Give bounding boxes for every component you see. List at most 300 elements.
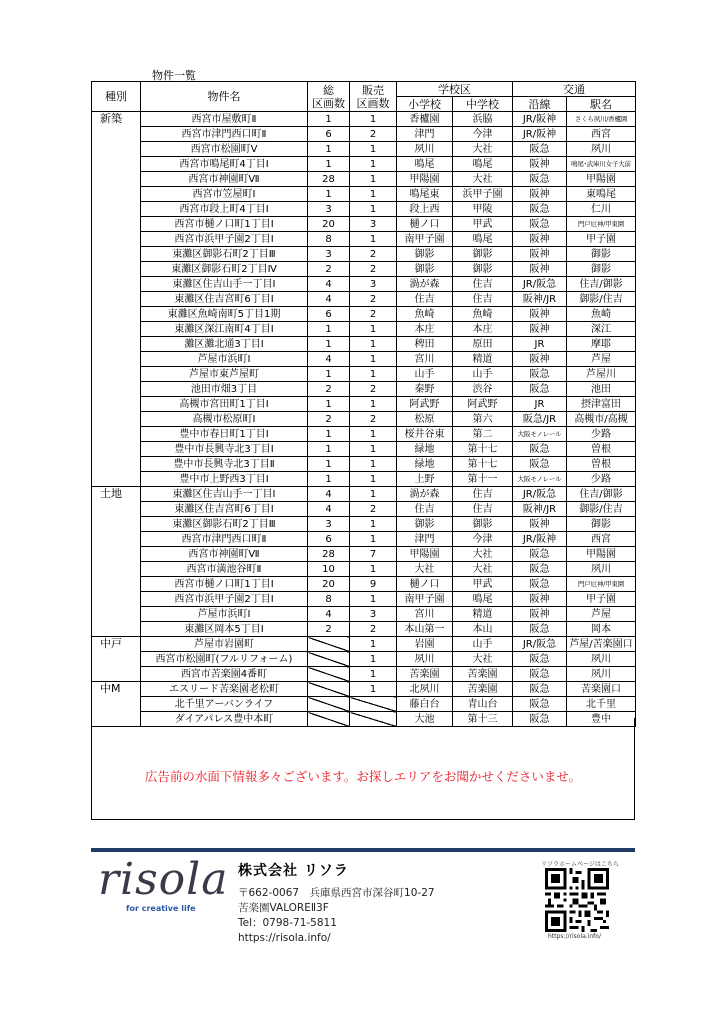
- railway-line-cell: JR: [513, 397, 567, 412]
- table-row: [92, 457, 636, 472]
- station-cell: 甲陽園: [567, 547, 636, 562]
- station-cell: 夙川: [567, 562, 636, 577]
- junior-high-school-cell: 第十三: [453, 712, 513, 727]
- property-name-cell: 西宮市段上町4丁目Ⅰ: [141, 202, 308, 217]
- table-row: [92, 472, 636, 487]
- junior-high-school-cell: 第十七: [453, 442, 513, 457]
- document-title: 物件一覧: [152, 69, 196, 82]
- property-name-cell: 西宮市津門西口町Ⅱ: [141, 127, 308, 142]
- junior-high-school-cell: 御影: [453, 262, 513, 277]
- footer-divider: [91, 848, 635, 852]
- total-lots-cell: 1: [308, 367, 350, 382]
- total-lots-cell: 28: [308, 172, 350, 187]
- total-lots-cell: 6: [308, 532, 350, 547]
- railway-line-cell: 阪急: [513, 562, 567, 577]
- junior-high-school-cell: 大社: [453, 547, 513, 562]
- property-name-cell: 西宮市満池谷町Ⅱ: [141, 562, 308, 577]
- total-lots-cell: 28: [308, 547, 350, 562]
- junior-high-school-cell: 第二: [453, 427, 513, 442]
- sales-lots-cell: 2: [350, 412, 397, 427]
- elementary-school-cell: 緑地: [397, 442, 453, 457]
- elementary-school-cell: 御影: [397, 517, 453, 532]
- sales-lots-cell: 1: [350, 517, 397, 532]
- property-name-cell: 池田市畑3丁目: [141, 382, 308, 397]
- header-junior-high: 中学校: [453, 97, 513, 112]
- railway-line-cell: JR/阪急: [513, 487, 567, 502]
- elementary-school-cell: 樋ノ口: [397, 217, 453, 232]
- table-row: [92, 247, 636, 262]
- elementary-school-cell: 大池: [397, 712, 453, 727]
- junior-high-school-cell: 住吉: [453, 487, 513, 502]
- junior-high-school-cell: 浜脇: [453, 112, 513, 127]
- table-row: [92, 517, 636, 532]
- railway-line-cell: 阪神: [513, 157, 567, 172]
- property-name-cell: 西宮市苦楽園4番町: [141, 667, 308, 682]
- junior-high-school-cell: 御影: [453, 247, 513, 262]
- station-cell: 住吉/御影: [567, 487, 636, 502]
- table-row: [92, 412, 636, 427]
- station-cell: 鳴尾･武庫川女子大前: [567, 157, 636, 172]
- junior-high-school-cell: 精道: [453, 607, 513, 622]
- notice-area: [91, 718, 635, 820]
- category-cell: 土地: [92, 487, 141, 637]
- station-cell: 深江: [567, 322, 636, 337]
- station-cell: 御影: [567, 262, 636, 277]
- junior-high-school-cell: 今津: [453, 532, 513, 547]
- logo-tagline: for creative life: [126, 904, 196, 913]
- table-row: [92, 562, 636, 577]
- total-lots-cell: 1: [308, 142, 350, 157]
- building-name: 苦楽園VALOREⅡ3F: [238, 902, 329, 914]
- junior-high-school-cell: 大社: [453, 142, 513, 157]
- sales-lots-cell: 1: [350, 142, 397, 157]
- header-sales: 販売 区画数: [350, 82, 397, 112]
- table-row: [92, 667, 636, 682]
- table-row: [92, 112, 636, 127]
- table-row: [92, 397, 636, 412]
- total-lots-cell: 4: [308, 352, 350, 367]
- elementary-school-cell: 本庄: [397, 322, 453, 337]
- sales-lots-cell: 9: [350, 577, 397, 592]
- junior-high-school-cell: 第六: [453, 412, 513, 427]
- property-name-cell: 東灘区御影石町2丁目Ⅲ: [141, 517, 308, 532]
- table-row: [92, 592, 636, 607]
- elementary-school-cell: 南甲子園: [397, 592, 453, 607]
- table-row: [92, 367, 636, 382]
- junior-high-school-cell: 大社: [453, 652, 513, 667]
- sales-lots-cell: 2: [350, 262, 397, 277]
- total-lots-cell: 2: [308, 382, 350, 397]
- category-cell: 新築: [92, 112, 141, 487]
- sales-lots-cell: 1: [350, 562, 397, 577]
- property-name-cell: 西宮市松園町(フルリフォーム): [141, 652, 308, 667]
- total-lots-cell: 20: [308, 577, 350, 592]
- total-lots-cell: 10: [308, 562, 350, 577]
- railway-line-cell: 阪急: [513, 652, 567, 667]
- sales-lots-cell: 2: [350, 292, 397, 307]
- table-row: [92, 427, 636, 442]
- railway-line-cell: 阪神: [513, 592, 567, 607]
- sales-lots-cell: 1: [350, 172, 397, 187]
- elementary-school-cell: 津門: [397, 532, 453, 547]
- railway-line-cell: 阪急: [513, 172, 567, 187]
- property-name-cell: 高槻市松原町Ⅰ: [141, 412, 308, 427]
- sales-lots-cell: 1: [350, 112, 397, 127]
- station-cell: 少路: [567, 427, 636, 442]
- table-row: [92, 502, 636, 517]
- sales-lots-cell: 1: [350, 592, 397, 607]
- elementary-school-cell: 渦が森: [397, 487, 453, 502]
- table-body: [92, 112, 636, 727]
- property-name-cell: 東灘区住吉山手一丁目Ⅰ: [141, 277, 308, 292]
- railway-line-cell: 阪急: [513, 577, 567, 592]
- sales-lots-cell: 1: [350, 187, 397, 202]
- station-cell: さくら夙川/香櫨園: [567, 112, 636, 127]
- junior-high-school-cell: 住吉: [453, 277, 513, 292]
- station-cell: 門戸厄神/甲東園: [567, 577, 636, 592]
- sales-lots-cell: 1: [350, 457, 397, 472]
- station-cell: 御影: [567, 247, 636, 262]
- junior-high-school-cell: 青山台: [453, 697, 513, 712]
- junior-high-school-cell: 住吉: [453, 292, 513, 307]
- elementary-school-cell: 甲陽園: [397, 172, 453, 187]
- elementary-school-cell: 緑地: [397, 457, 453, 472]
- website-url[interactable]: https://risola.info/: [238, 932, 331, 944]
- railway-line-cell: 阪神: [513, 247, 567, 262]
- header-total: 総 区画数: [308, 82, 350, 112]
- total-lots-cell: 1: [308, 427, 350, 442]
- sales-lots-cell: 1: [350, 442, 397, 457]
- table-row: [92, 622, 636, 637]
- table-row: [92, 682, 636, 697]
- total-lots-cell: 1: [308, 187, 350, 202]
- railway-line-cell: 阪急: [513, 217, 567, 232]
- header-school-district: 学校区: [397, 82, 513, 97]
- property-name-cell: 芦屋市岩園町: [141, 637, 308, 652]
- station-cell: 東鳴尾: [567, 187, 636, 202]
- property-name-cell: 東灘区御影石町2丁目Ⅳ: [141, 262, 308, 277]
- junior-high-school-cell: 渋谷: [453, 382, 513, 397]
- table-row: [92, 607, 636, 622]
- station-cell: 曽根: [567, 457, 636, 472]
- property-name-cell: 西宮市浜甲子園2丁目Ⅰ: [141, 232, 308, 247]
- elementary-school-cell: 苦楽園: [397, 667, 453, 682]
- total-lots-cell: 4: [308, 487, 350, 502]
- header-name: 物件名: [141, 82, 308, 112]
- junior-high-school-cell: 大社: [453, 562, 513, 577]
- railway-line-cell: 阪神: [513, 307, 567, 322]
- sales-lots-cell: 2: [350, 502, 397, 517]
- railway-line-cell: 阪神: [513, 352, 567, 367]
- elementary-school-cell: 宮川: [397, 607, 453, 622]
- table-row: [92, 697, 636, 712]
- railway-line-cell: 阪急: [513, 442, 567, 457]
- table-row: [92, 232, 636, 247]
- elementary-school-cell: 御影: [397, 247, 453, 262]
- property-table: [91, 81, 636, 727]
- property-name-cell: 高槻市宮田町1丁目Ⅰ: [141, 397, 308, 412]
- property-name-cell: 東灘区魚崎南町5丁目1期: [141, 307, 308, 322]
- station-cell: 住吉/御影: [567, 277, 636, 292]
- property-name-cell: 北千里アーバンライフ: [141, 697, 308, 712]
- elementary-school-cell: 上野: [397, 472, 453, 487]
- header-station: 駅名: [567, 97, 636, 112]
- elementary-school-cell: 渦が森: [397, 277, 453, 292]
- total-lots-cell: 1: [308, 457, 350, 472]
- table-row: [92, 382, 636, 397]
- table-row: [92, 487, 636, 502]
- total-lots-cell: 1: [308, 112, 350, 127]
- railway-line-cell: 阪神: [513, 232, 567, 247]
- station-cell: 摂津富田: [567, 397, 636, 412]
- sales-lots-cell: 2: [350, 307, 397, 322]
- junior-high-school-cell: 甲武: [453, 577, 513, 592]
- property-name-cell: 東灘区御影石町2丁目Ⅲ: [141, 247, 308, 262]
- railway-line-cell: 阪神: [513, 607, 567, 622]
- elementary-school-cell: 岩園: [397, 637, 453, 652]
- property-name-cell: 西宮市神園町Ⅶ: [141, 172, 308, 187]
- station-cell: 甲陽園: [567, 172, 636, 187]
- railway-line-cell: 阪神: [513, 517, 567, 532]
- logo-wordmark: risola: [98, 854, 229, 905]
- table-row: [92, 442, 636, 457]
- junior-high-school-cell: 本山: [453, 622, 513, 637]
- station-cell: 岡本: [567, 622, 636, 637]
- railway-line-cell: 阪急: [513, 202, 567, 217]
- property-name-cell: 西宮市松園町Ⅴ: [141, 142, 308, 157]
- sales-lots-cell: 1: [350, 532, 397, 547]
- notice-text: 広告前の水面下情報多々ございます。お探しエリアをお聞かせくださいませ。: [144, 769, 582, 784]
- elementary-school-cell: 阿武野: [397, 397, 453, 412]
- total-lots-cell: 1: [308, 322, 350, 337]
- station-cell: 少路: [567, 472, 636, 487]
- sales-lots-cell: 1: [350, 637, 397, 652]
- railway-line-cell: 大阪モノレール: [513, 472, 567, 487]
- railway-line-cell: JR: [513, 337, 567, 352]
- junior-high-school-cell: 浜甲子園: [453, 187, 513, 202]
- header-type: 種別: [92, 82, 141, 112]
- table-row: [92, 577, 636, 592]
- total-lots-cell: 1: [308, 472, 350, 487]
- elementary-school-cell: 津門: [397, 127, 453, 142]
- header-line: 沿線: [513, 97, 567, 112]
- station-cell: 魚崎: [567, 307, 636, 322]
- junior-high-school-cell: 山手: [453, 637, 513, 652]
- total-lots-cell: 4: [308, 292, 350, 307]
- property-name-cell: 西宮市津門西口町Ⅱ: [141, 532, 308, 547]
- station-cell: 芦屋: [567, 352, 636, 367]
- elementary-school-cell: 北夙川: [397, 682, 453, 697]
- table-row: [92, 352, 636, 367]
- category-cell: 中戸: [92, 637, 141, 682]
- elementary-school-cell: 鳴尾: [397, 157, 453, 172]
- elementary-school-cell: 宮川: [397, 352, 453, 367]
- railway-line-cell: 大阪モノレール: [513, 427, 567, 442]
- railway-line-cell: 阪神: [513, 322, 567, 337]
- railway-line-cell: 阪急: [513, 622, 567, 637]
- total-lots-cell: 6: [308, 127, 350, 142]
- elementary-school-cell: 南甲子園: [397, 232, 453, 247]
- station-cell: 御影/住吉: [567, 502, 636, 517]
- table-row: [92, 142, 636, 157]
- total-lots-cell: 1: [308, 337, 350, 352]
- elementary-school-cell: 山手: [397, 367, 453, 382]
- table-row: [92, 157, 636, 172]
- junior-high-school-cell: 甲陵: [453, 202, 513, 217]
- junior-high-school-cell: 大社: [453, 172, 513, 187]
- station-cell: 夙川: [567, 142, 636, 157]
- table-row: [92, 202, 636, 217]
- junior-high-school-cell: 御影: [453, 517, 513, 532]
- elementary-school-cell: 段上西: [397, 202, 453, 217]
- elementary-school-cell: 香櫨園: [397, 112, 453, 127]
- junior-high-school-cell: 精道: [453, 352, 513, 367]
- property-name-cell: 芦屋市浜町Ⅰ: [141, 352, 308, 367]
- company-name: 株式会社 リソラ: [238, 863, 349, 879]
- junior-high-school-cell: 鳴尾: [453, 592, 513, 607]
- property-name-cell: 東灘区住吉宮町6丁目Ⅰ: [141, 502, 308, 517]
- total-lots-cell: 6: [308, 307, 350, 322]
- station-cell: 芦屋: [567, 607, 636, 622]
- sales-lots-cell: 7: [350, 547, 397, 562]
- elementary-school-cell: 大社: [397, 562, 453, 577]
- company-info: [238, 860, 435, 946]
- railway-line-cell: 阪神: [513, 262, 567, 277]
- elementary-school-cell: 住吉: [397, 502, 453, 517]
- property-name-cell: 西宮市神園町Ⅶ: [141, 547, 308, 562]
- company-logo: [98, 854, 229, 920]
- sales-lots-cell: 2: [350, 247, 397, 262]
- property-name-cell: 東灘区岡本5丁目Ⅰ: [141, 622, 308, 637]
- elementary-school-cell: 鳴尾東: [397, 187, 453, 202]
- elementary-school-cell: 住吉: [397, 292, 453, 307]
- sales-lots-cell: 1: [350, 667, 397, 682]
- junior-high-school-cell: 甲武: [453, 217, 513, 232]
- station-cell: 西宮: [567, 532, 636, 547]
- railway-line-cell: 阪急: [513, 382, 567, 397]
- junior-high-school-cell: 魚崎: [453, 307, 513, 322]
- property-name-cell: 豊中市長興寺北3丁目Ⅱ: [141, 457, 308, 472]
- station-cell: 御影/住吉: [567, 292, 636, 307]
- elementary-school-cell: 秦野: [397, 382, 453, 397]
- table-row: [92, 532, 636, 547]
- elementary-school-cell: 樋ノ口: [397, 577, 453, 592]
- table-row: [92, 172, 636, 187]
- total-lots-cell: [308, 667, 350, 682]
- header-elementary: 小学校: [397, 97, 453, 112]
- total-lots-cell: 1: [308, 397, 350, 412]
- elementary-school-cell: 甲陽園: [397, 547, 453, 562]
- table-row: [92, 322, 636, 337]
- total-lots-cell: 4: [308, 502, 350, 517]
- total-lots-cell: [308, 682, 350, 697]
- table-row: [92, 292, 636, 307]
- elementary-school-cell: 稗田: [397, 337, 453, 352]
- postal-address: 〒662-0067 兵庫県西宮市深谷町10-27: [238, 887, 435, 899]
- property-name-cell: ダイアパレス豊中本町: [141, 712, 308, 727]
- station-cell: 夙川: [567, 652, 636, 667]
- station-cell: 曽根: [567, 442, 636, 457]
- railway-line-cell: JR/阪急: [513, 277, 567, 292]
- total-lots-cell: 3: [308, 202, 350, 217]
- table-row: [92, 637, 636, 652]
- elementary-school-cell: 御影: [397, 262, 453, 277]
- junior-high-school-cell: 第十七: [453, 457, 513, 472]
- station-cell: 苦楽園口: [567, 682, 636, 697]
- sales-lots-cell: 1: [350, 322, 397, 337]
- sales-lots-cell: 1: [350, 652, 397, 667]
- station-cell: 芦屋川: [567, 367, 636, 382]
- table-row: [92, 337, 636, 352]
- table-row: [92, 262, 636, 277]
- sales-lots-cell: 3: [350, 607, 397, 622]
- station-cell: 甲子園: [567, 232, 636, 247]
- header-transport: 交通: [513, 82, 636, 97]
- sales-lots-cell: 1: [350, 202, 397, 217]
- railway-line-cell: 阪急: [513, 457, 567, 472]
- total-lots-cell: [308, 697, 350, 712]
- sales-lots-cell: [350, 697, 397, 712]
- junior-high-school-cell: 第十一: [453, 472, 513, 487]
- property-name-cell: 芦屋市浜町Ⅰ: [141, 607, 308, 622]
- qr-code-icon[interactable]: [545, 868, 609, 932]
- elementary-school-cell: 魚崎: [397, 307, 453, 322]
- elementary-school-cell: 本山第一: [397, 622, 453, 637]
- table-row: [92, 307, 636, 322]
- qr-caption: リソラホームページはこちら: [541, 861, 619, 868]
- property-name-cell: 東灘区深江南町4丁目Ⅰ: [141, 322, 308, 337]
- table-row: [92, 187, 636, 202]
- railway-line-cell: JR/阪神: [513, 127, 567, 142]
- property-name-cell: 豊中市長興寺北3丁目Ⅰ: [141, 442, 308, 457]
- sales-lots-cell: 1: [350, 337, 397, 352]
- total-lots-cell: 2: [308, 412, 350, 427]
- elementary-school-cell: 夙川: [397, 142, 453, 157]
- table-row: [92, 127, 636, 142]
- station-cell: 甲子園: [567, 592, 636, 607]
- sales-lots-cell: 3: [350, 277, 397, 292]
- total-lots-cell: 4: [308, 277, 350, 292]
- qr-url: https://risola.info/: [548, 933, 601, 940]
- elementary-school-cell: 夙川: [397, 652, 453, 667]
- total-lots-cell: [308, 652, 350, 667]
- property-name-cell: 芦屋市東芦屋町: [141, 367, 308, 382]
- sales-lots-cell: 2: [350, 382, 397, 397]
- elementary-school-cell: 藤白台: [397, 697, 453, 712]
- total-lots-cell: 8: [308, 592, 350, 607]
- railway-line-cell: JR/阪急: [513, 637, 567, 652]
- junior-high-school-cell: 山手: [453, 367, 513, 382]
- station-cell: 門戸厄神/甲東園: [567, 217, 636, 232]
- station-cell: 高槻市/高槻: [567, 412, 636, 427]
- sales-lots-cell: 1: [350, 472, 397, 487]
- category-cell: 中M: [92, 682, 141, 727]
- junior-high-school-cell: 苦楽園: [453, 682, 513, 697]
- railway-line-cell: 阪急: [513, 667, 567, 682]
- sales-lots-cell: 3: [350, 217, 397, 232]
- property-name-cell: 西宮市鳴尾町4丁目Ⅰ: [141, 157, 308, 172]
- total-lots-cell: [308, 637, 350, 652]
- junior-high-school-cell: 阿武野: [453, 397, 513, 412]
- station-cell: 芦屋/苦楽園口: [567, 637, 636, 652]
- table-row: [92, 547, 636, 562]
- railway-line-cell: 阪急: [513, 682, 567, 697]
- sales-lots-cell: 1: [350, 397, 397, 412]
- junior-high-school-cell: 今津: [453, 127, 513, 142]
- railway-line-cell: 阪急: [513, 697, 567, 712]
- sales-lots-cell: 1: [350, 682, 397, 697]
- elementary-school-cell: 松原: [397, 412, 453, 427]
